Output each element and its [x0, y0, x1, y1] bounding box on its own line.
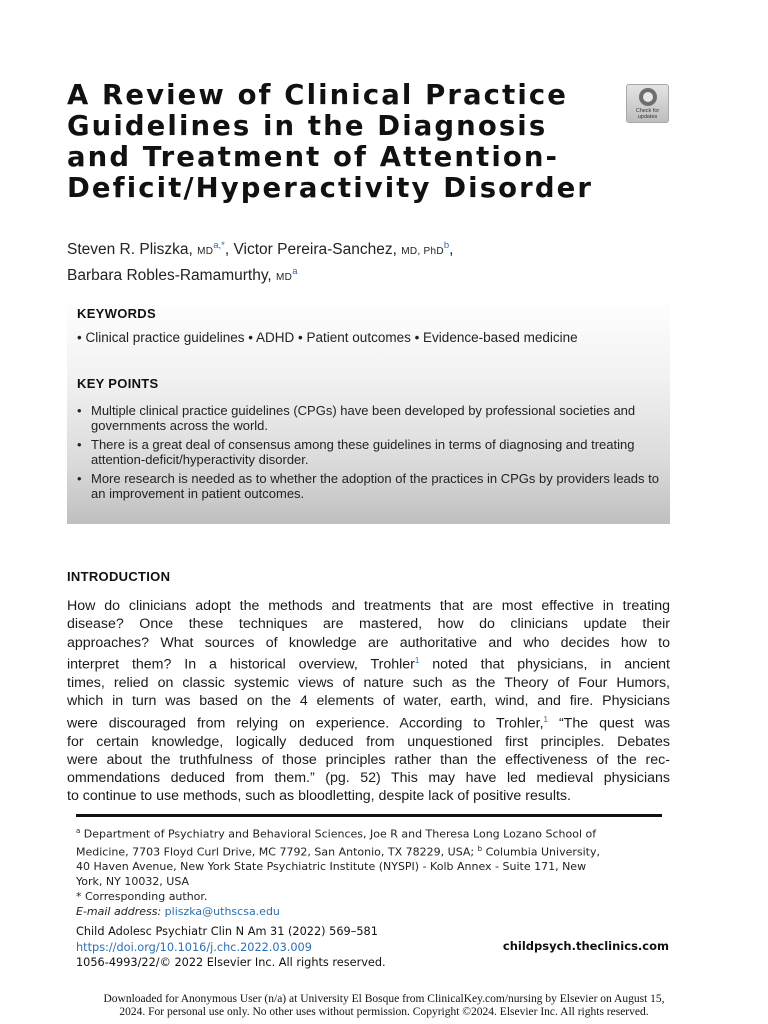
- affiliation-mark: a: [76, 827, 81, 835]
- email-label: E-mail address:: [76, 905, 162, 919]
- key-points-list: [77, 403, 662, 505]
- author-line: [67, 262, 453, 288]
- title-line: Deficit/Hyperactivity Disorder: [67, 172, 594, 204]
- author-degree: MD: [197, 246, 214, 257]
- email-link[interactable]: pliszka@uthscsa.edu: [164, 905, 280, 919]
- text-line: How do clinicians adopt the methods and treatments that are most effective in treating: [67, 598, 670, 614]
- doi-link[interactable]: https://doi.org/10.1016/j.chc.2022.03.009: [76, 940, 312, 954]
- author-separator: ,: [449, 241, 454, 258]
- footnote-text: Columbia University,: [482, 845, 600, 859]
- footnote-line: [76, 842, 666, 860]
- keywords-heading: KEYWORDS: [77, 306, 156, 321]
- author-name: , Victor Pereira-Sanchez,: [224, 241, 397, 258]
- corresponding-author-note: * Corresponding author.: [76, 890, 208, 904]
- badge-line: Check for: [635, 108, 660, 114]
- download-line: 2024. For personal use only. No other uses without permission. Copyright ©2024. Elsevier Inc. All rights reserved.: [119, 1006, 649, 1018]
- author-affiliation-link[interactable]: b: [443, 240, 450, 251]
- footnote-text: Medicine, 7703 Floyd Curl Drive, MC 7792, San Antonio, TX 78229, USA;: [76, 845, 475, 859]
- keywords-list: • Clinical practice guidelines • ADHD • Patient outcomes • Evidence-based medicine: [77, 330, 578, 345]
- reference-link[interactable]: 1: [414, 655, 420, 665]
- text-line: [67, 652, 670, 674]
- article-title: [67, 80, 627, 204]
- footnote-divider: [76, 814, 662, 817]
- introduction-paragraph: [67, 597, 670, 806]
- key-point-item: • There is a great deal of consensus among these guidelines in terms of diagnosing and treating attention-deficit/hyperactivity disorder.: [77, 437, 662, 467]
- text-segment: were discouraged from relying on experience. According to Trohler,: [67, 715, 544, 732]
- text-line: disease? Once these techniques are mastered, how do clinicians update their: [67, 616, 670, 633]
- author-affiliation-link[interactable]: a: [292, 266, 298, 277]
- check-for-updates-button[interactable]: [626, 84, 669, 123]
- check-for-updates-label: [627, 108, 668, 120]
- introduction-heading: INTRODUCTION: [67, 569, 171, 584]
- download-line: Downloaded for Anonymous User (n/a) at University El Bosque from ClinicalKey.com/nursing by Elsevier on August 15,: [103, 993, 665, 1005]
- keywords-box: [67, 296, 670, 524]
- title-line: Guidelines in the Diagnosis: [67, 110, 548, 142]
- text-line: times, relied on classic systemic views of nature such as the Theory of Four Humors,: [67, 674, 670, 691]
- text-line: approaches? What sources of knowledge are authoritative and who decides how to: [67, 634, 670, 651]
- citation-block: [76, 924, 386, 971]
- check-for-updates-icon: [639, 88, 657, 106]
- title-line: A Review of Clinical Practice: [67, 79, 568, 111]
- key-point-item: • More research is needed as to whether the adoption of the practices in CPGs by providers leads to an improvement in patient outcomes.: [77, 471, 662, 501]
- text-segment: noted that physicians, in ancient: [419, 656, 670, 673]
- text-segment: “The quest was: [547, 715, 670, 732]
- text-line: for certain knowledge, logically deduced from unquestioned first principles. Debates: [67, 733, 670, 750]
- author-degree: MD: [276, 272, 293, 283]
- author-name: Barbara Robles-Ramamurthy,: [67, 267, 272, 284]
- key-points-heading: KEY POINTS: [77, 376, 159, 391]
- footnote-line: York, NY 10032, USA: [76, 875, 190, 889]
- text-line: ommendations deduced from them.” (pg. 52) This may have led medieval physicians: [67, 770, 670, 787]
- author-name: Steven R. Pliszka,: [67, 241, 193, 258]
- author-line: [67, 236, 453, 262]
- text-segment: interpret them? In a historical overview, Trohler: [67, 656, 415, 673]
- journal-citation: Child Adolesc Psychiatr Clin N Am 31 (2022) 569–581: [76, 925, 378, 938]
- journal-site: childpsych.theclinics.com: [502, 939, 669, 953]
- footnote-line: [76, 824, 666, 842]
- footnotes: [76, 824, 666, 919]
- text-line: [67, 711, 670, 733]
- author-affiliation-link[interactable]: a,*: [213, 240, 225, 251]
- issn-copyright: 1056-4993/22/© 2022 Elsevier Inc. All rights reserved.: [76, 956, 386, 969]
- author-list: [67, 236, 453, 288]
- text-line: which in turn was based on the 4 elements of water, earth, wind, and fire. Physicians: [67, 693, 670, 710]
- badge-line: updates: [637, 114, 658, 120]
- footnote-line: 40 Haven Avenue, New York State Psychiatric Institute (NYSPI) - Kolb Annex - Suite 171, New: [76, 860, 587, 874]
- footnote-line: [76, 904, 666, 919]
- download-notice: [60, 993, 708, 1019]
- key-point-item: • Multiple clinical practice guidelines (CPGs) have been developed by professional societies and governments across the world.: [77, 403, 662, 433]
- affiliation-mark: b: [477, 844, 483, 853]
- text-line: to continue to use methods, such as bloodletting, despite lack of positive results.: [67, 788, 571, 805]
- text-line: were about the truthfulness of those principles rather than the effectiveness of the rec-: [67, 751, 670, 768]
- author-degree: MD, PhD: [401, 246, 444, 257]
- footnote-text: Department of Psychiatry and Behavioral Sciences, Joe R and Theresa Long Lozano School of: [80, 827, 597, 841]
- title-line: and Treatment of Attention-: [67, 141, 560, 173]
- reference-link[interactable]: 1: [543, 714, 548, 724]
